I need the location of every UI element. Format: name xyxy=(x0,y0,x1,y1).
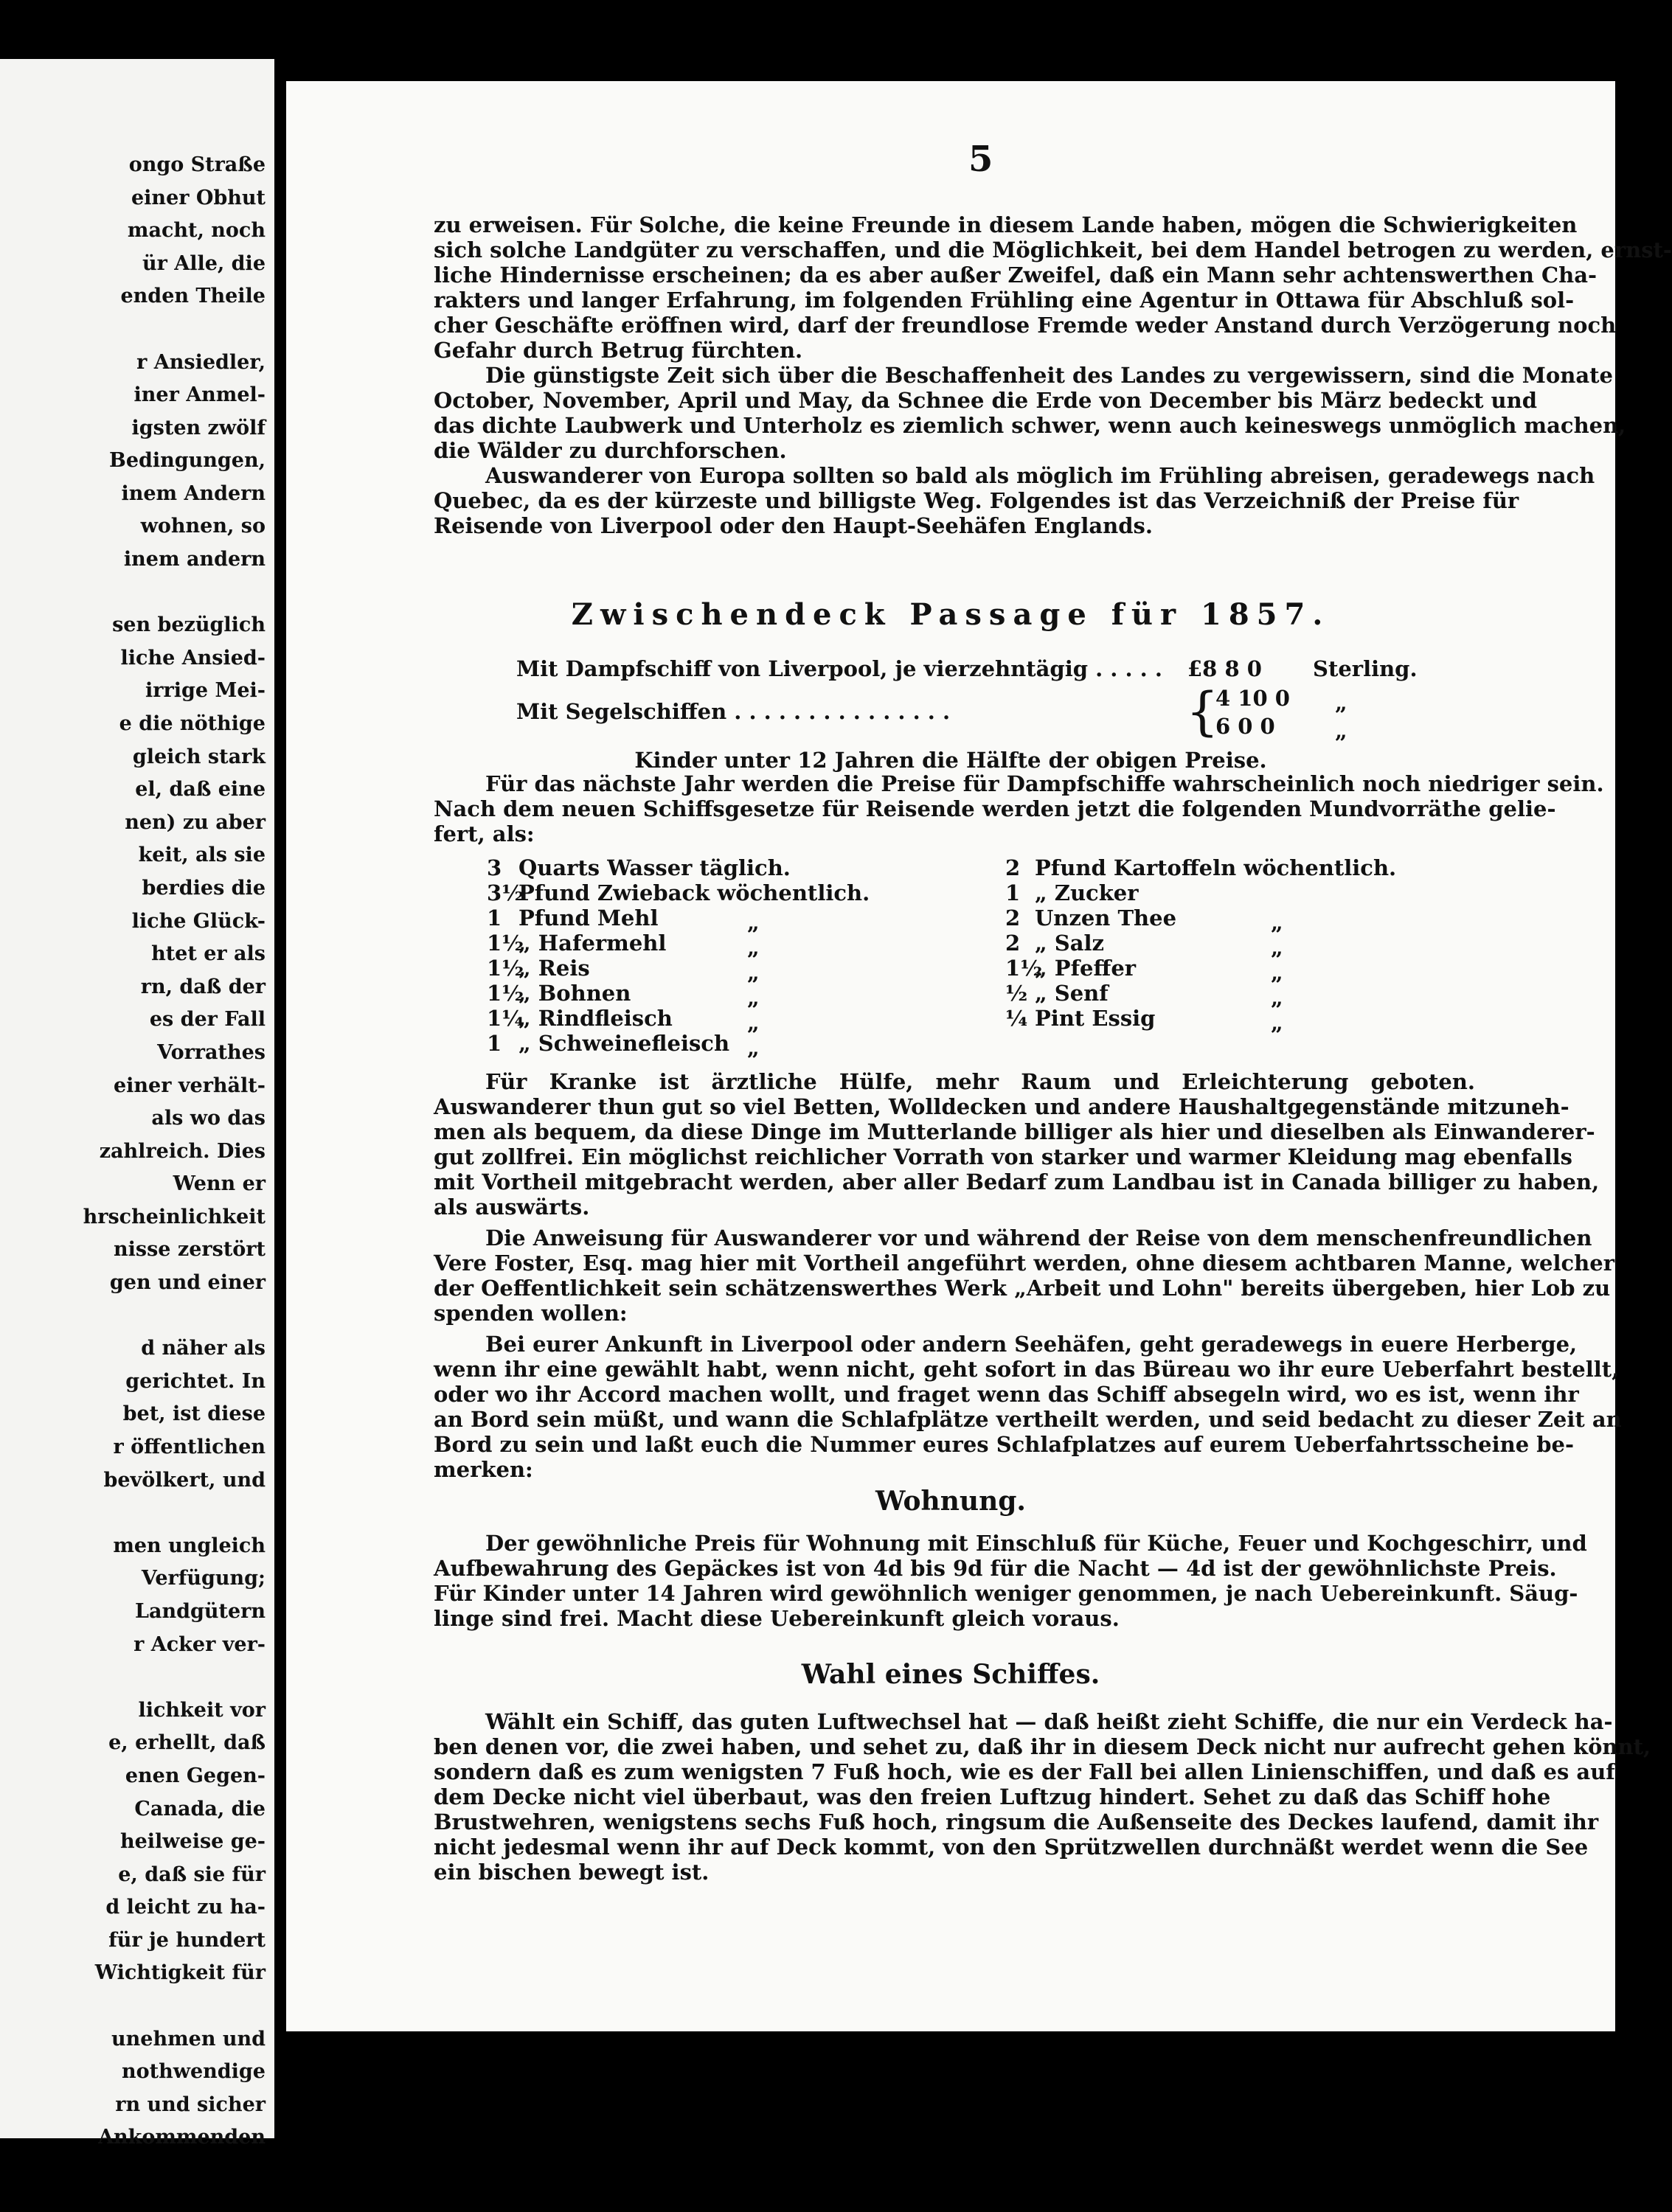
text-line: sondern daß es zum wenigsten 7 Fuß hoch, wie es der Fall bei allen Linienschiffen, und daß es auf xyxy=(434,1759,1615,1784)
provision-item: Pfund Kartoffeln wöchentlich. xyxy=(1035,855,1397,880)
ditto-mark: „ xyxy=(747,910,760,935)
text-line: wenn ihr eine gewählt habt, wenn nicht, geht sofort in das Büreau wo ihr eure Ueberfahrt bestellt, xyxy=(434,1357,1620,1382)
left-fragment-line: Canada, die xyxy=(134,1797,266,1820)
left-fragment-line: d näher als xyxy=(141,1337,266,1360)
ditto-mark: „ xyxy=(1271,910,1283,935)
foster-paragraph xyxy=(434,1225,1614,1326)
left-fragment-line: iner Anmel- xyxy=(133,383,266,407)
text-line: men als bequem, da diese Dinge im Mutterlande billiger als hier und dieselben als Einwanderer- xyxy=(434,1119,1595,1144)
ditto-mark: „ xyxy=(747,960,760,985)
fare-currency: Sterling. xyxy=(1313,656,1418,681)
intro-paragraph xyxy=(434,212,1672,363)
left-fragment-line: e, erhellt, daß xyxy=(108,1731,266,1755)
left-fragment-line: nen) zu aber xyxy=(125,810,266,834)
left-fragment-line: macht, noch xyxy=(127,219,266,243)
season-paragraph xyxy=(434,363,1626,463)
text-line: Reisende von Liverpool oder den Haupt-Seehäfen Englands. xyxy=(434,513,1153,538)
left-fragment-line: nisse zerstört xyxy=(114,1238,266,1262)
provisions-intro xyxy=(434,771,1604,846)
left-fragment-line: keit, als sie xyxy=(138,844,266,867)
text-line: cher Geschäfte eröffnen wird, darf der freundlose Fremde weder Anstand durch Verzögerung noch xyxy=(434,313,1617,338)
left-fragment-line: enen Gegen- xyxy=(125,1764,266,1787)
left-fragment-line: gerichtet. In xyxy=(125,1369,266,1393)
text-line: Aufbewahrung des Gepäckes ist von 4d bis 9d für die Nacht — 4d ist der gewöhnlichste Preis. xyxy=(434,1556,1557,1581)
passage-heading: Zwischendeck Passage für 1857. xyxy=(571,597,1331,632)
left-fragment-line: es der Fall xyxy=(149,1008,266,1032)
text-line: Für Kinder unter 14 Jahren wird gewöhnlich weniger genommen, je nach Uebereinkunft. Säug- xyxy=(434,1581,1578,1606)
text-line: October, November, April und May, da Schnee die Erde von December bis März bedeckt und xyxy=(434,388,1538,413)
provision-item: Pfund Mehl xyxy=(518,905,659,931)
fare-sailing-label: Mit Segelschiffen . . . . . . . . . . . . . . . xyxy=(516,699,951,724)
left-fragment-line: sen bezüglich xyxy=(112,613,266,637)
left-fragment-line: r Acker ver- xyxy=(133,1632,266,1656)
page-5 xyxy=(286,81,1672,2031)
text-line: gut zollfrei. Ein möglichst reichlicher Vorrath von starker und warmer Kleidung mag ebenfalls xyxy=(434,1144,1572,1169)
lodging-heading: Wohnung. xyxy=(875,1486,1026,1517)
text-line: Der gewöhnliche Preis für Wohnung mit Einschluß für Küche, Feuer und Kochgeschirr, und xyxy=(485,1531,1587,1556)
left-fragment-line: ür Alle, die xyxy=(142,251,266,275)
text-line: Vere Foster, Esq. mag hier mit Vortheil angeführt werden, ohne diesem achtbaren Manne, welcher xyxy=(434,1251,1614,1276)
left-fragment-line: d leicht zu ha- xyxy=(105,1896,266,1919)
ditto-mark: „ xyxy=(747,985,760,1010)
left-fragment-line: heilweise ge- xyxy=(119,1830,266,1854)
left-fragment-line: zahlreich. Dies xyxy=(99,1139,266,1163)
ditto-mark: „ xyxy=(1271,935,1283,960)
text-line: Wählt ein Schiff, das guten Luftwechsel hat — daß heißt zieht Schiffe, die nur ein Verdeck ha- xyxy=(485,1709,1613,1734)
provision-qty: 1 xyxy=(487,1031,502,1056)
children-note: Kinder unter 12 Jahren die Hälfte der obigen Preise. xyxy=(634,748,1267,773)
provision-item: Quarts Wasser täglich. xyxy=(518,855,791,880)
left-fragment-line: Vorrathes xyxy=(157,1040,266,1064)
ditto-mark: „ xyxy=(747,1035,760,1060)
provision-item: „ Salz xyxy=(1035,931,1104,956)
provision-item: „ Schweinefleisch xyxy=(518,1031,730,1056)
page-number: 5 xyxy=(968,139,993,180)
provision-qty: 3 xyxy=(487,855,502,880)
text-line: fert, als: xyxy=(434,821,535,846)
provision-item: „ Hafermehl xyxy=(518,931,667,956)
left-fragment-line: wohnen, so xyxy=(140,515,266,538)
ditto-mark: „ xyxy=(1271,1010,1283,1035)
text-line: Gefahr durch Betrug fürchten. xyxy=(434,338,803,363)
left-fragment-line: Landgütern xyxy=(134,1599,266,1623)
ship-heading: Wahl eines Schiffes. xyxy=(801,1659,1100,1690)
provision-item: „ Bohnen xyxy=(518,981,631,1006)
left-fragment-line: Verfügung; xyxy=(141,1567,266,1590)
text-line: mit Vortheil mitgebracht werden, aber aller Bedarf zum Landbau ist in Canada billiger zu haben, xyxy=(434,1169,1600,1194)
provision-item: „ Rindfleisch xyxy=(518,1006,673,1031)
left-fragment-line: men ungleich xyxy=(113,1534,266,1557)
left-fragment-line: bet, ist diese xyxy=(122,1402,266,1426)
provision-item: „ Reis xyxy=(518,956,590,981)
fare-sailing-price-1: 4 10 0 xyxy=(1215,686,1290,711)
left-fragment-line: einer verhält- xyxy=(113,1074,266,1097)
left-fragment-line: nothwendige xyxy=(122,2060,266,2084)
text-line: Für Kranke ist ärztliche Hülfe, mehr Raum und Erleichterung geboten. xyxy=(485,1069,1475,1094)
text-line: als auswärts. xyxy=(434,1194,590,1220)
left-fragment-line: enden Theile xyxy=(120,285,266,308)
provision-item: Pfund Zwieback wöchentlich. xyxy=(518,880,870,905)
left-fragment-line: inem andern xyxy=(123,548,266,571)
left-fragment-line: e, daß sie für xyxy=(118,1863,266,1886)
text-line: merken: xyxy=(434,1457,533,1482)
ditto-mark: „ xyxy=(747,1010,760,1035)
left-fragment-line: hrscheinlichkeit xyxy=(83,1205,266,1228)
text-line: Für das nächste Jahr werden die Preise für Dampfschiffe wahrscheinlich noch niedriger sein. xyxy=(485,771,1604,796)
left-fragment-line: lichkeit vor xyxy=(138,1698,266,1722)
provision-qty: 3½ xyxy=(487,880,524,905)
text-line: ben denen vor, die zwei haben, und sehet zu, daß ihr in diesem Deck nicht nur aufrecht gehen könnt, xyxy=(434,1734,1651,1759)
ditto-mark: „ xyxy=(1335,718,1347,743)
left-fragment-line: irrige Mei- xyxy=(145,679,266,703)
fare-sailing-price-2: 6 0 0 xyxy=(1215,714,1275,739)
text-line: rakters und langer Erfahrung, im folgenden Frühling eine Agentur in Ottawa für Abschluß sol- xyxy=(434,288,1575,313)
text-line: spenden wollen: xyxy=(434,1301,628,1326)
left-fragment-line: bevölkert, und xyxy=(103,1468,266,1492)
text-line: Die günstigste Zeit sich über die Beschaffenheit des Landes zu vergewissern, sind die Monate xyxy=(485,363,1613,388)
provision-qty: 2 xyxy=(1005,931,1021,956)
ditto-mark: „ xyxy=(1271,960,1283,985)
left-fragment-line: htet er als xyxy=(151,942,266,966)
care-paragraph xyxy=(434,1069,1600,1220)
left-fragment-line: inem Andern xyxy=(121,481,266,505)
left-fragment-line: liche Glück- xyxy=(131,909,266,933)
left-fragment-line: Wichtigkeit für xyxy=(94,1961,266,1985)
text-line: Bei eurer Ankunft in Liverpool oder andern Seehäfen, geht geradewegs in euere Herberge, xyxy=(485,1332,1578,1357)
left-fragment-line: Wenn er xyxy=(173,1172,266,1196)
brace: { xyxy=(1186,681,1219,742)
left-fragment-line: einer Obhut xyxy=(131,186,266,209)
left-fragment-line: unehmen und xyxy=(111,2027,266,2051)
text-line: liche Hindernisse erscheinen; da es aber außer Zweifel, daß ein Mann sehr achtenswerthen Cha- xyxy=(434,262,1598,288)
fare-steamship-price: £8 8 0 xyxy=(1187,656,1262,681)
text-line: Auswanderer thun gut so viel Betten, Wolldecken und andere Haushaltgegenstände mitzuneh- xyxy=(434,1094,1569,1119)
left-fragment-line: rn, daß der xyxy=(140,975,266,998)
left-fragment-line: r öffentlichen xyxy=(113,1436,266,1459)
left-fragment-line: berdies die xyxy=(142,876,266,900)
provision-qty: 1 xyxy=(487,905,502,931)
left-fragment-line: gleich stark xyxy=(132,745,266,768)
text-line: dem Decke nicht viel überbaut, was den freien Luftzug hindert. Sehet zu daß das Schiff hohe xyxy=(434,1784,1551,1809)
text-line: Die Anweisung für Auswanderer vor und während der Reise von dem menschenfreundlichen xyxy=(485,1225,1592,1251)
text-line: Nach dem neuen Schiffsgesetze für Reisende werden jetzt die folgenden Mundvorräthe gelie- xyxy=(434,796,1556,821)
left-fragment-line: r Ansiedler, xyxy=(136,350,266,374)
provision-item: Pint Essig xyxy=(1035,1006,1156,1031)
provision-qty: 1½ xyxy=(487,956,524,981)
left-page-fragment xyxy=(0,59,274,2149)
provision-qty: ¼ xyxy=(1005,1006,1028,1031)
left-fragment-line: el, daß eine xyxy=(135,778,266,801)
provision-qty: 1¼ xyxy=(487,1006,524,1031)
text-line: ein bischen bewegt ist. xyxy=(434,1860,710,1885)
left-fragment-line: liche Ansied- xyxy=(120,646,266,669)
text-line: linge sind frei. Macht diese Uebereinkunft gleich voraus. xyxy=(434,1606,1120,1631)
text-line: oder wo ihr Accord machen wollt, und fraget wenn das Schiff absegeln wird, wo es ist, wenn ihr xyxy=(434,1382,1579,1407)
text-line: sich solche Landgüter zu verschaffen, und die Möglichkeit, bei dem Handel betrogen zu werden, ernst- xyxy=(434,237,1672,262)
ditto-mark: „ xyxy=(747,935,760,960)
left-fragment-line: igsten zwölf xyxy=(131,416,266,439)
provision-item: Unzen Thee xyxy=(1035,905,1177,931)
text-line: nicht jedesmal wenn ihr auf Deck kommt, von den Sprützwellen durchnäßt werdet wenn die See xyxy=(434,1834,1589,1860)
text-line: an Bord sein müßt, und wann die Schlafplätze vertheilt werden, und seid bedacht zu dieser Zeit an xyxy=(434,1407,1622,1432)
left-fragment-line: Ankommenden xyxy=(98,2126,266,2149)
left-fragment-line: gen und einer xyxy=(109,1271,266,1295)
text-line: Brustwehren, wenigstens sechs Fuß hoch, ringsum die Außenseite des Deckes laufend, damit ihr xyxy=(434,1809,1599,1834)
left-fragment-line: für je hundert xyxy=(108,1928,266,1952)
left-fragment-line: als wo das xyxy=(151,1107,266,1130)
left-fragment-line: Bedingungen, xyxy=(109,449,266,473)
provision-qty: 2 xyxy=(1005,855,1021,880)
emigrants-paragraph xyxy=(434,463,1595,538)
provision-item: „ Zucker xyxy=(1035,880,1139,905)
provision-qty: ½ xyxy=(1005,981,1028,1006)
left-fragment-line: ongo Straße xyxy=(128,153,266,176)
text-line: Auswanderer von Europa sollten so bald als möglich im Frühling abreisen, geradewegs nach xyxy=(485,463,1595,488)
text-line: die Wälder zu durchforschen. xyxy=(434,438,787,463)
provision-qty: 2 xyxy=(1005,905,1021,931)
ditto-mark: „ xyxy=(1335,690,1347,715)
left-fragment-line: rn und sicher xyxy=(115,2093,266,2116)
arrival-paragraph xyxy=(434,1332,1622,1482)
ship-paragraph xyxy=(434,1709,1651,1885)
book-spine xyxy=(274,0,286,2212)
fare-steamship-label: Mit Dampfschiff von Liverpool, je vierzehntägig . . . . . xyxy=(516,656,1162,681)
provision-qty: 1½ xyxy=(487,931,524,956)
provision-qty: 1 xyxy=(1005,880,1021,905)
ditto-mark: „ xyxy=(1271,985,1283,1010)
left-fragment-line: e die nöthige xyxy=(119,712,266,736)
text-line: das dichte Laubwerk und Unterholz es ziemlich schwer, wenn auch keineswegs unmöglich machen, xyxy=(434,413,1626,438)
text-line: Quebec, da es der kürzeste und billigste Weg. Folgendes ist das Verzeichniß der Preise für xyxy=(434,488,1519,513)
provision-qty: 1½ xyxy=(487,981,524,1006)
lodging-paragraph xyxy=(434,1531,1587,1631)
text-line: Bord zu sein und laßt euch die Nummer eures Schlafplatzes auf eurem Ueberfahrtsscheine be- xyxy=(434,1432,1575,1457)
provision-qty: 1½ xyxy=(1005,956,1043,981)
text-line: zu erweisen. Für Solche, die keine Freunde in diesem Lande haben, mögen die Schwierigkeiten xyxy=(434,212,1578,237)
text-line: der Oeffentlichkeit sein schätzenswerthes Werk „Arbeit und Lohn" bereits übergeben, hier Lob zu xyxy=(434,1276,1611,1301)
provision-item: „ Senf xyxy=(1035,981,1109,1006)
provision-item: „ Pfeffer xyxy=(1035,956,1137,981)
